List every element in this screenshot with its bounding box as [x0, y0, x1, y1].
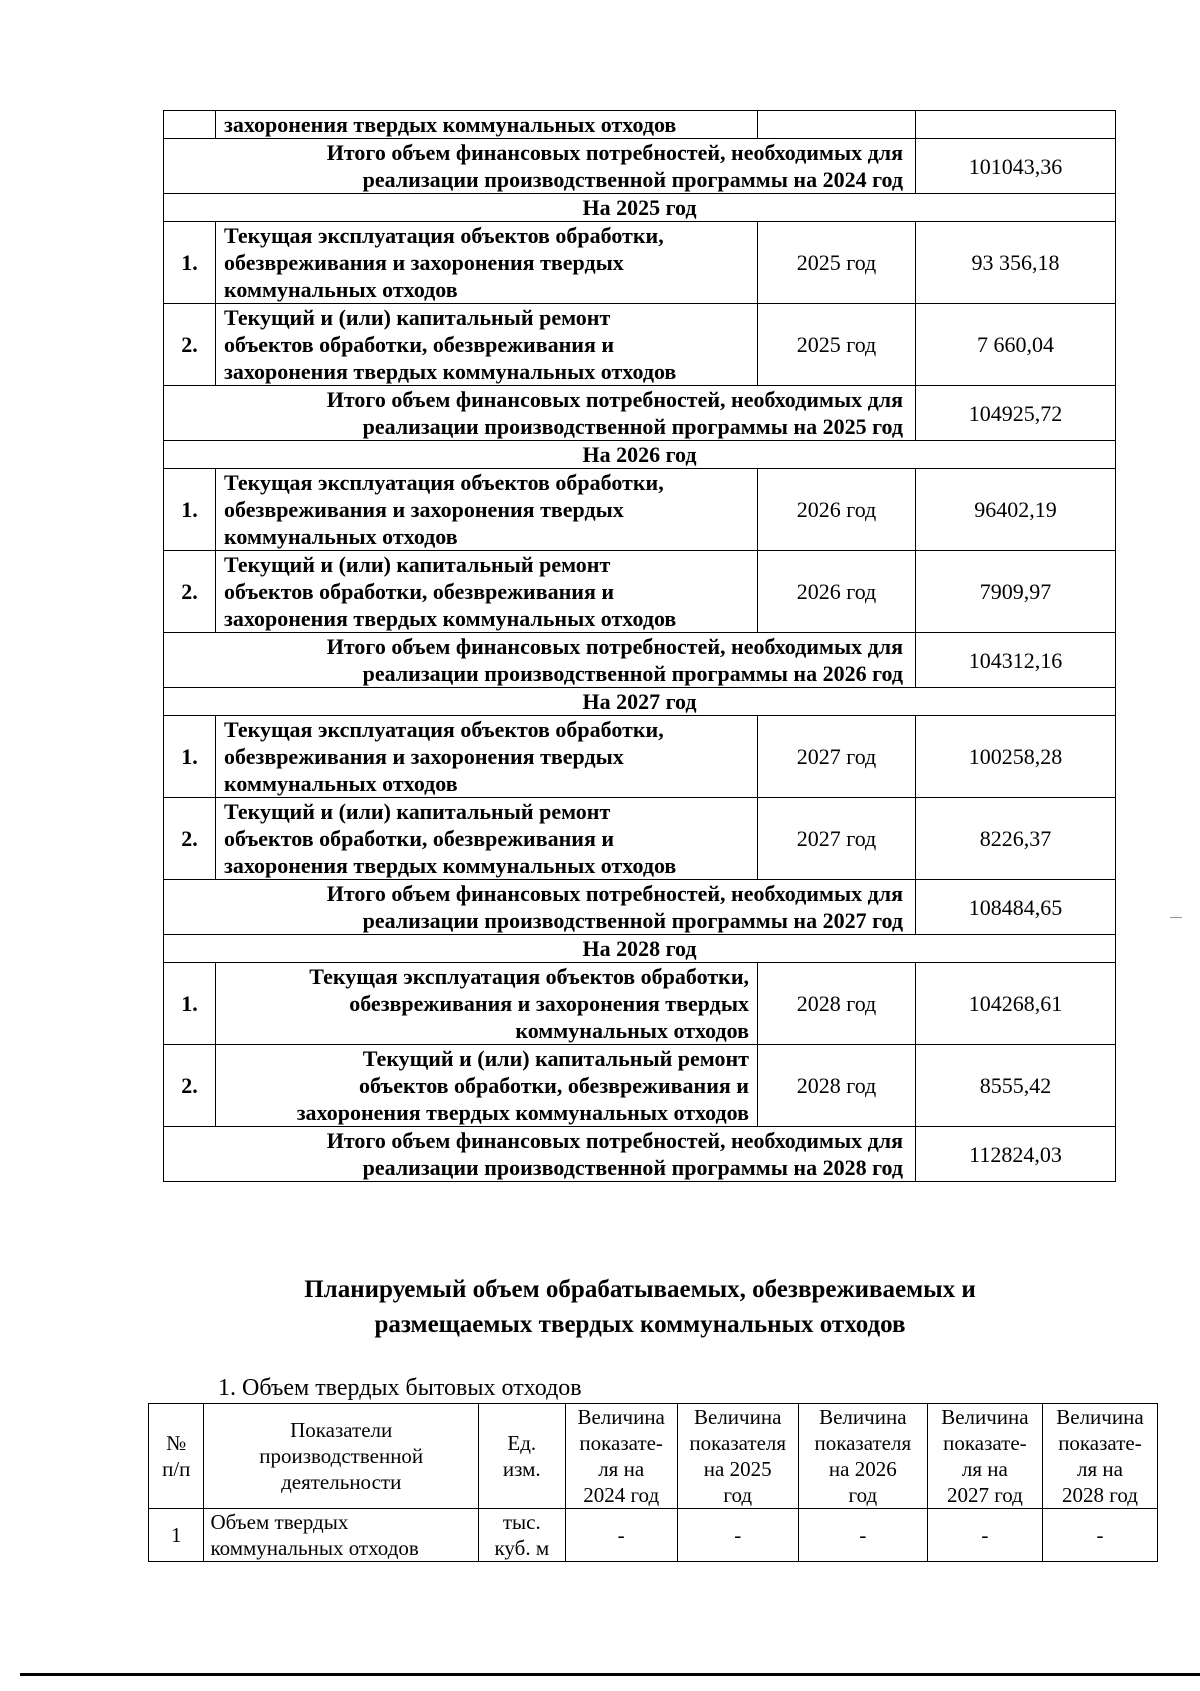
header-cell — [798, 1404, 927, 1509]
row-number: 2. — [164, 304, 216, 386]
cell-line: Текущая эксплуатация объектов обработки, — [224, 717, 664, 742]
row-number: 1. — [164, 716, 216, 798]
row-number: 1. — [164, 222, 216, 304]
total-value: 101043,36 — [916, 139, 1116, 194]
year-heading: На 2027 год — [164, 688, 1116, 716]
row-year: 2027 год — [758, 798, 916, 880]
row-year: 2028 год — [758, 1045, 916, 1127]
row-description — [216, 716, 758, 798]
table-row — [164, 304, 1116, 386]
total-label — [164, 880, 916, 935]
row-value: 8226,37 — [916, 798, 1116, 880]
row-description — [216, 963, 758, 1045]
section-title-line: Планируемый объем обрабатываемых, обезвреживаемых и — [304, 1276, 976, 1303]
table-row — [164, 963, 1116, 1045]
cell-line: куб. м — [494, 1536, 550, 1560]
cell-line: 2027 год — [946, 1483, 1023, 1507]
cell-line: захоронения твердых коммунальных отходов — [224, 359, 677, 384]
cell-line: коммунальных отходов — [515, 1018, 749, 1043]
table-row — [149, 1509, 1158, 1562]
cell-line: 2028 год — [1061, 1483, 1138, 1507]
table-row — [164, 222, 1116, 304]
cell-line: Величина — [694, 1405, 782, 1429]
year-heading: На 2028 год — [164, 935, 1116, 963]
row-description — [216, 798, 758, 880]
row-year: 2025 год — [758, 222, 916, 304]
total-row — [164, 633, 1116, 688]
cell-line: Величина — [1056, 1405, 1144, 1429]
total-row — [164, 1127, 1116, 1182]
cell-line: производственной — [259, 1444, 424, 1468]
row-number: 2. — [164, 1045, 216, 1127]
total-label-line: реализации производственной программы на 2027 год — [362, 908, 903, 933]
total-label-line: реализации производственной программы на 2028 год — [362, 1155, 903, 1180]
value-cell: - — [1042, 1509, 1157, 1562]
cell-line: деятельности — [281, 1470, 402, 1494]
row-number: 2. — [164, 798, 216, 880]
year-heading-row — [164, 935, 1116, 963]
cell-line: объектов обработки, обезвреживания и — [358, 1073, 749, 1098]
cell-line: Текущий и (или) капитальный ремонт — [224, 799, 611, 824]
year-heading-row — [164, 688, 1116, 716]
total-row — [164, 139, 1116, 194]
value-cell: - — [798, 1509, 927, 1562]
table-row — [164, 716, 1116, 798]
row-description — [216, 1045, 758, 1127]
cell-line: показате- — [579, 1431, 663, 1455]
cell-line: год — [723, 1483, 753, 1507]
unit-cell — [478, 1509, 565, 1562]
header-cell — [677, 1404, 798, 1509]
value-cell — [916, 111, 1116, 139]
total-label — [164, 386, 916, 441]
row-value: 96402,19 — [916, 469, 1116, 551]
cell-line: п/п — [162, 1457, 191, 1481]
total-label-line: реализации производственной программы на 2026 год — [362, 661, 903, 686]
cell-line: захоронения твердых коммунальных отходов — [224, 853, 677, 878]
cell-line: коммунальных отходов — [224, 524, 458, 549]
cell-line: на 2025 — [703, 1457, 772, 1481]
year-heading-row — [164, 441, 1116, 469]
value-cell: - — [565, 1509, 677, 1562]
row-description — [216, 469, 758, 551]
cell-line: коммунальных отходов — [210, 1536, 419, 1560]
financial-needs-table — [163, 110, 1116, 1182]
header-cell — [927, 1404, 1042, 1509]
header-cell — [478, 1404, 565, 1509]
cell-line: № — [166, 1431, 187, 1455]
table-row — [164, 1045, 1116, 1127]
cell-line: Текущий и (или) капитальный ремонт — [224, 552, 611, 577]
total-value: 108484,65 — [916, 880, 1116, 935]
cell-line: Текущий и (или) капитальный ремонт — [362, 1046, 749, 1071]
row-year: 2026 год — [758, 551, 916, 633]
section-title-line: размещаемых твердых коммунальных отходов — [374, 1311, 906, 1338]
cell-line: 2024 год — [583, 1483, 660, 1507]
total-row — [164, 880, 1116, 935]
cell-line: ля на — [961, 1457, 1008, 1481]
total-label-line: Итого объем финансовых потребностей, необходимых для — [326, 881, 903, 906]
row-description — [216, 222, 758, 304]
desc-cell: захоронения твердых коммунальных отходов — [216, 111, 758, 139]
year-heading: На 2026 год — [164, 441, 1116, 469]
row-value: 100258,28 — [916, 716, 1116, 798]
total-value: 112824,03 — [916, 1127, 1116, 1182]
year-heading-row — [164, 194, 1116, 222]
cell-line: ля на — [1076, 1457, 1123, 1481]
cell-line: обезвреживания и захоронения твердых — [224, 250, 624, 275]
cell-line: обезвреживания и захоронения твердых — [224, 744, 624, 769]
cell-line: захоронения твердых коммунальных отходов — [224, 606, 677, 631]
cell-line: объектов обработки, обезвреживания и — [224, 579, 615, 604]
cell-line: показате- — [1058, 1431, 1142, 1455]
row-number: 2. — [164, 551, 216, 633]
waste-volume-table — [148, 1403, 1158, 1562]
cell-line: Показатели — [290, 1418, 393, 1442]
total-label-line: Итого объем финансовых потребностей, необходимых для — [326, 1128, 903, 1153]
cell-line: Текущая эксплуатация объектов обработки, — [224, 223, 664, 248]
row-year: 2026 год — [758, 469, 916, 551]
subsection-title: 1. Объем твердых бытовых отходов — [218, 1375, 582, 1401]
cell-line: показателя — [689, 1431, 787, 1455]
total-label — [164, 1127, 916, 1182]
total-row — [164, 386, 1116, 441]
cell-line: Величина — [819, 1405, 907, 1429]
row-value: 7 660,04 — [916, 304, 1116, 386]
cell-line: Ед. — [507, 1431, 537, 1455]
row-value: 104268,61 — [916, 963, 1116, 1045]
total-value: 104312,16 — [916, 633, 1116, 688]
total-label-line: Итого объем финансовых потребностей, необходимых для — [326, 387, 903, 412]
value-cell: - — [677, 1509, 798, 1562]
cell-line: Величина — [577, 1405, 665, 1429]
row-value: 7909,97 — [916, 551, 1116, 633]
cell-line: Объем твердых — [210, 1510, 349, 1534]
row-year: 2028 год — [758, 963, 916, 1045]
row-value: 93 356,18 — [916, 222, 1116, 304]
cell-line: Текущая эксплуатация объектов обработки, — [309, 964, 749, 989]
total-label-line: реализации производственной программы на 2024 год — [362, 167, 903, 192]
table-row — [164, 798, 1116, 880]
row-description — [216, 304, 758, 386]
cell-line: объектов обработки, обезвреживания и — [224, 826, 615, 851]
total-label — [164, 633, 916, 688]
total-label-line: Итого объем финансовых потребностей, необходимых для — [326, 634, 903, 659]
cell-line: обезвреживания и захоронения твердых — [349, 991, 749, 1016]
total-label-line: Итого объем финансовых потребностей, необходимых для — [326, 140, 903, 165]
section-title — [180, 1272, 1100, 1342]
row-number: 1 — [149, 1509, 204, 1562]
table-row — [164, 469, 1116, 551]
table-header-row — [149, 1404, 1158, 1509]
cell-line: Текущая эксплуатация объектов обработки, — [224, 470, 664, 495]
header-cell — [204, 1404, 478, 1509]
row-year: 2025 год — [758, 304, 916, 386]
cell-line: захоронения твердых коммунальных отходов — [296, 1100, 749, 1125]
table-row — [164, 111, 1116, 139]
cell-line: Величина — [941, 1405, 1029, 1429]
row-description — [216, 551, 758, 633]
financial-needs-table-body — [164, 111, 1116, 1182]
cell-line: показателя — [814, 1431, 912, 1455]
year-cell — [758, 111, 916, 139]
cell-line: показате- — [943, 1431, 1027, 1455]
header-cell — [1042, 1404, 1157, 1509]
row-year: 2027 год — [758, 716, 916, 798]
cell-line: объектов обработки, обезвреживания и — [224, 332, 615, 357]
cell-line: тыс. — [502, 1510, 541, 1534]
row-value: 8555,42 — [916, 1045, 1116, 1127]
waste-volume-table-body — [149, 1509, 1158, 1562]
total-label — [164, 139, 916, 194]
cell-line: на 2026 — [828, 1457, 897, 1481]
header-cell — [149, 1404, 204, 1509]
row-number: 1. — [164, 469, 216, 551]
cell-line: обезвреживания и захоронения твердых — [224, 497, 624, 522]
header-cell — [565, 1404, 677, 1509]
cell-line: коммунальных отходов — [224, 277, 458, 302]
footer-rule — [20, 1673, 1200, 1676]
num-cell — [164, 111, 216, 139]
cell-line: ля на — [598, 1457, 645, 1481]
row-number: 1. — [164, 963, 216, 1045]
indicator-name — [204, 1509, 478, 1562]
margin-mark — [1170, 917, 1182, 918]
total-label-line: реализации производственной программы на 2025 год — [362, 414, 903, 439]
cell-line: изм. — [502, 1457, 541, 1481]
year-heading: На 2025 год — [164, 194, 1116, 222]
table-row — [164, 551, 1116, 633]
cell-line: год — [848, 1483, 878, 1507]
cell-line: коммунальных отходов — [224, 771, 458, 796]
total-value: 104925,72 — [916, 386, 1116, 441]
value-cell: - — [927, 1509, 1042, 1562]
cell-line: Текущий и (или) капитальный ремонт — [224, 305, 611, 330]
